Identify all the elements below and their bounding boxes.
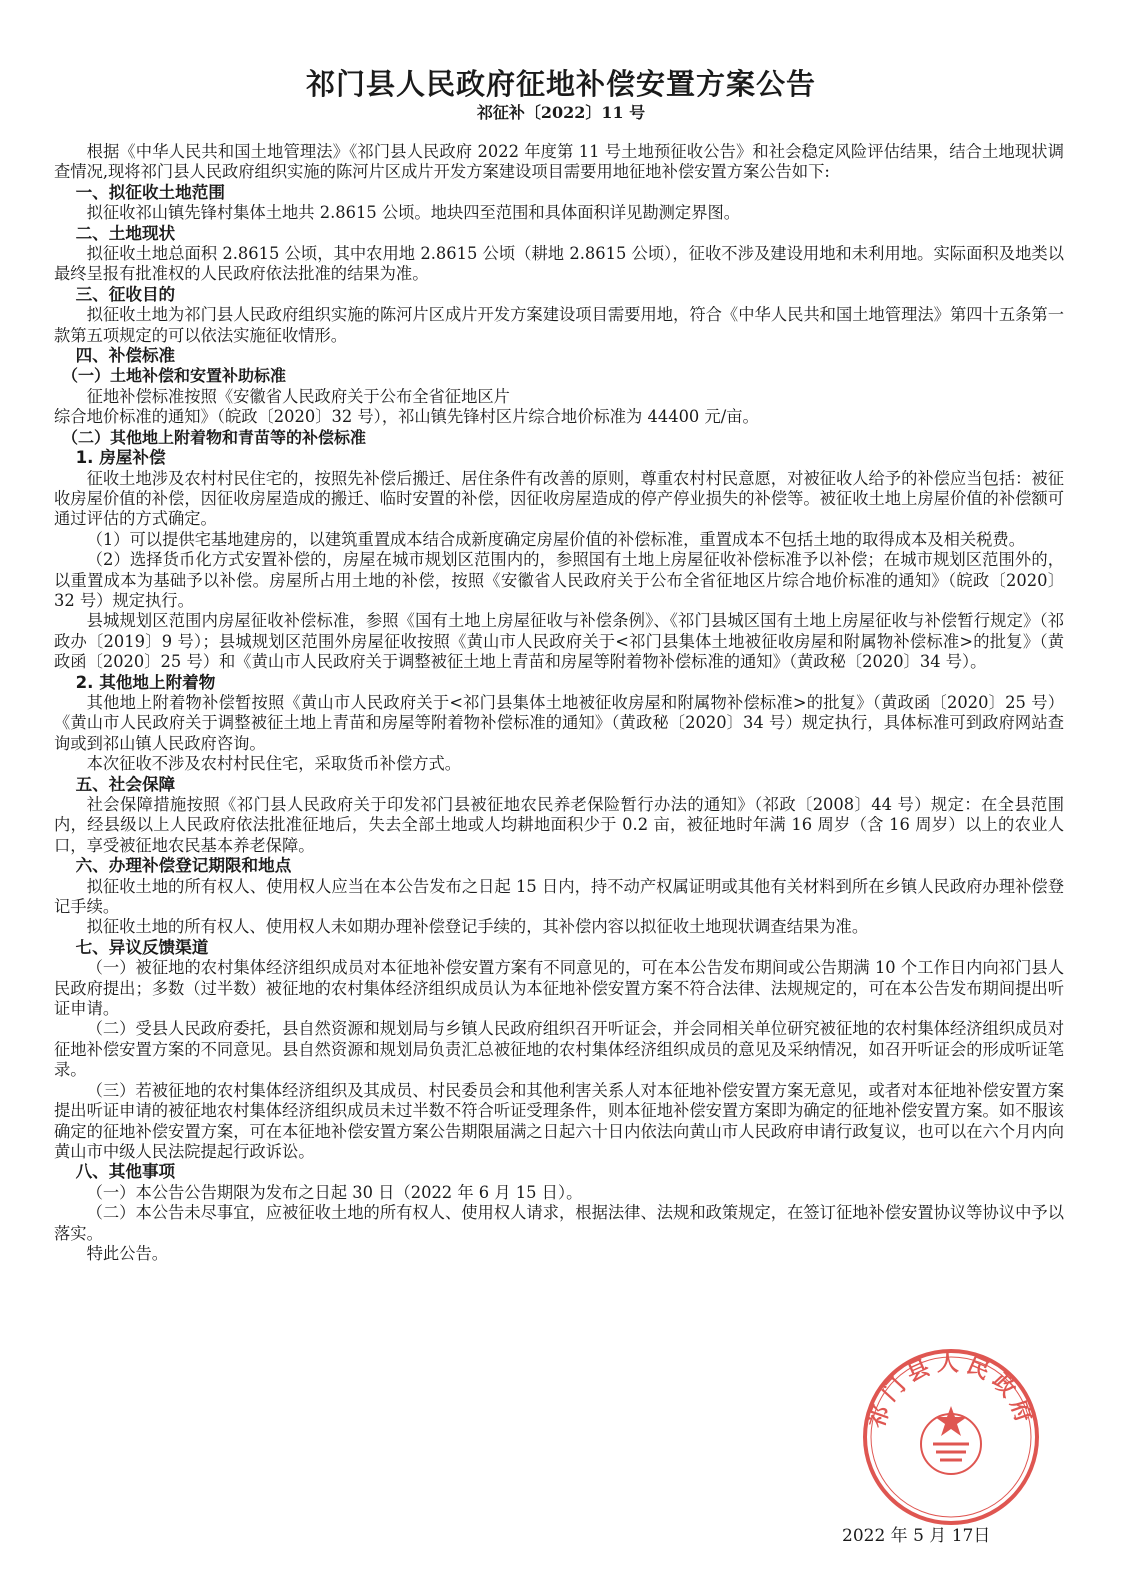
- section-heading: 1. 房屋补偿: [75, 448, 166, 468]
- subsection-heading: （一）土地补偿和安置补助标准: [62, 366, 287, 386]
- section-heading: 七、异议反馈渠道: [75, 937, 209, 957]
- section-heading: 六、办理补偿登记期限和地点: [75, 856, 292, 876]
- body-paragraph: 特此公告。: [86, 1243, 169, 1263]
- subsection-heading: （二）其他地上附着物和青苗等的补偿标准: [62, 427, 367, 447]
- body-paragraph: （1）可以提供宅基地建房的，以建筑重置成本结合成新度确定房屋价值的补偿标准，重置成本不包括土地的取得成本及相关税费。: [86, 529, 1025, 549]
- section-heading: 2. 其他地上附着物: [75, 672, 216, 692]
- section-heading: 四、补偿标准: [75, 346, 176, 366]
- body-paragraph: 拟征收土地的所有权人、使用权人未如期办理补偿登记手续的，其补偿内容以拟征收土地现状调查结果为准。: [86, 917, 869, 937]
- document-body: [54, 142, 1064, 1264]
- body-paragraph: （一）本公告公告期限为发布之日起 30 日（2022 年 6 月 15 日）。: [86, 1182, 583, 1202]
- body-paragraph: （二）本公告未尽事宜，应被征收土地的所有权人、使用权人请求，根据法律、法规和政策规定，在签订征地补偿安置协议等协议中予以落实。: [54, 1203, 1064, 1243]
- body-paragraph: （2）选择货币化方式安置补偿的，房屋在城市规划区范围内的，参照国有土地上房屋征收补偿标准予以补偿；在城市规划区范围外的，以重置成本为基础予以补偿。房屋所占用土地的补偿，按照《安徽省人民政府关于公布全省征地区片综合地价标准的通知》（皖政〔2020〕32 号）规定执行。: [54, 550, 1064, 610]
- body-paragraph: 本次征收不涉及农村村民住宅，采取货币补偿方式。: [86, 754, 462, 774]
- body-paragraph: （一）被征地的农村集体经济组织成员对本征地补偿安置方案有不同意见的，可在本公告发布期间或公告期满 10 个工作日内向祁门县人民政府提出；多数（过半数）被征地的农村集体经济组织成员认为本征地补偿安置方案不符合法律、法规规定的，可在本公告发布期间提出听证申请。: [54, 958, 1064, 1019]
- section-heading: 二、土地现状: [75, 223, 176, 243]
- body-paragraph: （二）受县人民政府委托，县自然资源和规划局与乡镇人民政府组织召开听证会，并会同相关单位研究被征地的农村集体经济组织成员对征地补偿安置方案的不同意见。县自然资源和规划局负责汇总被征地的农村集体经济组织成员的意见及采纳情况，如召开听证会的形成听证笔录。: [54, 1019, 1064, 1080]
- body-paragraph: （三）若被征地的农村集体经济组织及其成员、村民委员会和其他利害关系人对本征地补偿安置方案无意见，或者对本征地补偿安置方案提出听证申请的被征地农村集体经济组织成员未过半数不符合听证受理条件，则本征地补偿安置方案即为确定的征地补偿安置方案。如不服该确定的征地补偿安置方案，可在本征地补偿安置方案公告期限届满之日起六十日内依法向黄山市人民政府申请行政复议，也可以在六个月内向黄山市中级人民法院提起行政诉讼。: [54, 1080, 1064, 1161]
- body-paragraph: 拟征收土地为祁门县人民政府组织实施的陈河片区成片开发方案建设项目需要用地，符合《中华人民共和国土地管理法》第四十五条第一款第五项规定的可以依法实施征收情形。: [54, 305, 1064, 345]
- document-date: 2022 年 5 月 17日: [842, 1526, 991, 1546]
- body-paragraph: 拟征收土地总面积 2.8615 公顷，其中农用地 2.8615 公顷（耕地 2.8615 公顷），征收不涉及建设用地和未利用地。实际面积及地类以最终呈报有批准权的人民政府依法批准的结果为准。: [54, 244, 1064, 284]
- body-paragraph: 征收土地涉及农村村民住宅的，按照先补偿后搬迁、居住条件有改善的原则，尊重农村村民意愿，对被征收人给予的补偿应当包括：被征收房屋价值的补偿，因征收房屋造成的搬迁、临时安置的补偿，因征收房屋造成的停产停业损失的补偿等。被征收土地上房屋价值的补偿额可通过评估的方式确定。: [54, 468, 1064, 529]
- section-heading: 一、拟征收土地范围: [75, 182, 225, 202]
- section-heading: 五、社会保障: [75, 774, 176, 794]
- document-title: 祁门县人民政府征地补偿安置方案公告: [305, 67, 816, 101]
- section-heading: 三、征收目的: [75, 284, 176, 304]
- svg-text:祁门县人民政府: 祁门县人民政府: [864, 1351, 1038, 1432]
- body-paragraph: 县城规划区范围内房屋征收补偿标准，参照《国有土地上房屋征收与补偿条例》、《祁门县城区国有土地上房屋征收与补偿暂行规定》（祁政办〔2019〕9 号）；县城规划区范围外房屋征收按照《黄山市人民政府关于<祁门县集体土地被征收房屋和附属物补偿标准>的批复》（黄政函〔2020〕25 号）和《黄山市人民政府关于调整被征土地上青苗和房屋等附着物补偿标准的通知》（黄政秘〔2020〕34 号）。: [54, 611, 1064, 672]
- body-paragraph: 拟征收土地的所有权人、使用权人应当在本公告发布之日起 15 日内，持不动产权属证明或其他有关材料到所在乡镇人民政府办理补偿登记手续。: [54, 876, 1064, 917]
- official-seal-icon: [858, 1344, 1044, 1530]
- document-number: 祁征补〔2022〕11 号: [476, 103, 646, 122]
- section-heading: 八、其他事项: [75, 1162, 176, 1182]
- body-paragraph: 其他地上附着物补偿暂按照《黄山市人民政府关于<祁门县集体土地被征收房屋和附属物补偿标准>的批复》（黄政函〔2020〕25 号）《黄山市人民政府关于调整被征土地上青苗和房屋等附着物补偿标准的通知》（黄政秘〔2020〕34 号）规定执行，具体标准可到政府网站查询或到祁山镇人民政府咨询。: [54, 692, 1064, 753]
- body-paragraph: 拟征收祁山镇先锋村集体土地共 2.8615 公顷。地块四至范围和具体面积详见勘测定界图。: [86, 203, 741, 223]
- body-paragraph: 根据《中华人民共和国土地管理法》《祁门县人民政府 2022 年度第 11 号土地预征收公告》和社会稳定风险评估结果，结合土地现状调查情况,现将祁门县人民政府组织实施的陈河片区成片开发方案建设项目需要用地征地补偿安置方案公告如下:: [54, 142, 1064, 182]
- body-paragraph: 征地补偿标准按照《安徽省人民政府关于公布全省征地区片: [86, 386, 510, 406]
- body-paragraph: 社会保障措施按照《祁门县人民政府关于印发祁门县被征地农民养老保险暂行办法的通知》（祁政〔2008〕44 号）规定：在全县范围内，经县级以上人民政府依法批准征地后，失去全部土地或人均耕地面积少于 0.2 亩，被征地时年满 16 周岁（含 16 周岁）以上的农业人口，享受被征地农民基本养老保障。: [54, 795, 1064, 855]
- body-paragraph: 综合地价标准的通知》（皖政〔2020〕32 号），祁山镇先锋村区片综合地价标准为 44400 元/亩。: [54, 407, 759, 427]
